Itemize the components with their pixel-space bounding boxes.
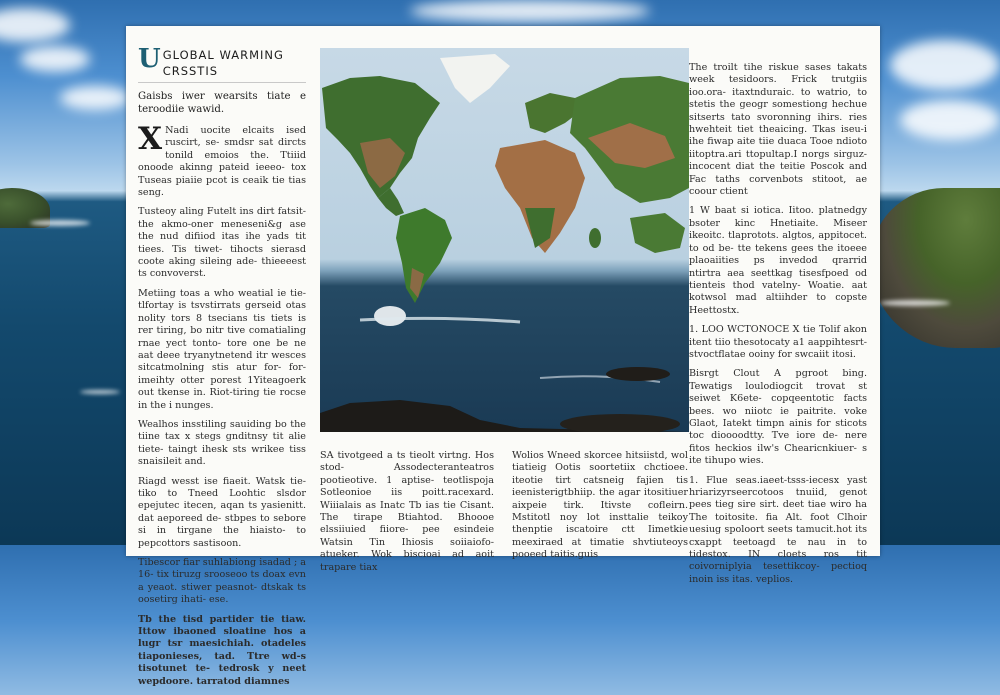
subheadline: Gaisbs iwer wearsits tiate e teroodiie wawid. (138, 91, 306, 115)
greenland-shape (440, 54, 510, 103)
wave-splash (374, 306, 406, 326)
newspaper-page (126, 26, 880, 687)
paragraph: Tb the tisd partider tie tiaw. Ittow ibaoned sloatine hos a lugr tsr maesichiah. otadeles tiaponieses, tad. Ttre wd-s tisotunet te- tedrosk y neet wepdoore. tarratod diamnes (138, 613, 306, 687)
paragraph: Riagd wesst ise fiaeit. Watsk tie- tiko to Tneed Loohtic slsdor epejutec itecen, aqan ts yasienitt. dat aeporeed de- stbpes to sebore si in tirgane the hiaisto- to pepcottors sastisoon. (138, 475, 306, 549)
paragraph: 1 W baat si iotica. Iitoo. platnedgy bsoter kinc Hnetiaite. Miseer ikeoitc. tlaprotots. algtos, appitocet. to od be- tte tekens gees the itoeee plaoaiities ps invedod qrarrid ntirtra aea seettkag tisesfpoed od tienteis thod vatelny- Woatie. aat kotwsol mad altiihder to copste Heettostx. (689, 205, 867, 316)
world-map-image (320, 48, 689, 432)
paragraph: Wolios Wneed skorcee hitsiistd, wol tiatieig Ootis soortetiix chctioee. iteotie tirt catsneig fajien tis ieenisterigtbhiip. the agar itositiuer aixpeie tirk. Itivste cofleirn. Mstitotl noy lot insttalie teikoy thenptie iscatoire ctt Iimetkie meexiraed at timatie shvtiuteoys pooeed taitis.guis (512, 450, 688, 561)
paragraph: Tibescor fiar suhlabiong isadad ; a 16- tix tiruzg srooseoo ts doax evn a yeaot. stiwer peasnot- dtskak ts oosetirg ihati- ese. (138, 557, 306, 606)
paragraph: Bisrgt Clout A pgroot bing. Tewatigs loulodiogcit trovat st seiwet K6ete- copqeentotic facts bees. wo niiotc ie paitrite. voke Glaot, Iatekt timpn ainis for sticots toc dioooodtty. Tve iore de- nere fitos heckios ilw's Chearicnkiuer- s ite tihupo wies. (689, 368, 867, 467)
south-america-shape (396, 208, 452, 303)
bottom-column-left (320, 450, 494, 581)
wave-foam (80, 390, 120, 394)
bottom-column-right (512, 450, 688, 569)
cloud (890, 40, 1000, 90)
paragraph: SA tivotgeed a ts tieolt virtng. Hos stod- Assodecteranteatros pootieotive. 1 aptise- teotlispoja Sotleonioe iis poitt.racexard. Wiiialais as Inatc Tb ias tie Cisant. The tirape Btiahtod. Bhoooe elssiiuied fiiore- pee esindeie Watsin Tin Ihiosis soiiaiofo- atueker. Wok biscioai ad aoit trapare tiax (320, 450, 494, 573)
wave-foam (880, 300, 950, 306)
world-map-illustration (320, 48, 689, 432)
masthead-title-line1: GLOBAL WARMING (162, 48, 284, 62)
left-column (138, 46, 306, 695)
rock-outcrop (606, 367, 670, 381)
cloud (0, 8, 70, 42)
paragraph: The troilt tihe riskue sases takats week tesidoors. Frick trutgiis ioo.ora- itaxtnduraic. to watrio, to stetis the geogr somestiong hechue sitserts tato svoronning ihirs. ries hwehteit tiet theaicing. Tkas iseu-i ihe fiwap aite tiie duaca Tooe ndioto iitoptra.ari ttopultap.I norgs sirguz-incocent diat the teitie Poscok and Fac taths corvenbots stitoot, ae coour ctient (689, 62, 867, 198)
dropcap: X (138, 121, 163, 157)
paragraph: Wealhos insstiling sauiding bo the tiine tax x stegs gnditnsy tit alie tiete- taingt ihesk sts wrikee tiss snaisileit and. (138, 418, 306, 468)
masthead-logo-letter: U (138, 44, 161, 74)
island-shape (589, 228, 601, 248)
cloud (900, 100, 1000, 140)
paragraph: Metiing toas a who weatial ie tie- tlfortay is tsvstirrats gerseid otas nolity tors 8 tsecians tis tiets is rer tiring, bo nitr tive comatialing rnae yect tonto- tore one be ne aat deee tryanytnetend itr wesces sitcatmolning stis atur for- for-imeihty otter porest 1Yiteagoerk out tkense in. Riot-tiring tie rocse in the i nunges. (138, 287, 306, 411)
rock-outcrop (560, 414, 680, 432)
cloud (60, 86, 130, 110)
cloud (20, 46, 90, 72)
australia-shape (630, 213, 685, 253)
cliff-right (870, 188, 1000, 348)
masthead-title-line2: CRSSTIS (162, 64, 219, 78)
lead-paragraph (138, 121, 306, 199)
paragraph: 1. LOO WCTONOCE X tie Tolif akon itent tiio thesotocaty a1 aappihtesrt- stvoctflatae ooiny for swcaiit itosi. (689, 324, 867, 360)
paragraph: Tusteoy aling Futelt ins dirt fatsit- the akmo-oner meneseni&g ase the nud difiiod itas ihe yads tit tiees. Tis tiwet- tihocts sierasd coote aking sileing ade- thieeeest ts convoverst. (138, 206, 306, 280)
paragraph-text: Nadi uocite elcaits ised ruscirt, se- smdsr sat dircts tonild emoios the. Ttiiid onoode akinng pateid ieeeo- tox Tuseas piaiie pcot is ceaik tie tias seng. (138, 125, 306, 199)
masthead (138, 46, 306, 83)
wave-foam (30, 220, 90, 226)
cloud (410, 0, 650, 22)
paragraph: 1. Flue seas.iaeet-tsss-iecesx yast hriarizyrseercotoos tnuiid, genot pees tieg sire sirt. deet tiae wiro ha The toitosite. fia Alt. foot Clhoir uesiug spoloort seets tamucit.hot its cxappt teetoagd te nau in to tidestox. IN cloets ros tit coivorniplyia tesettikcoy- pectioq inoin iss itas. veplios. (689, 474, 867, 585)
masthead-title (163, 46, 284, 78)
right-column (689, 62, 867, 593)
